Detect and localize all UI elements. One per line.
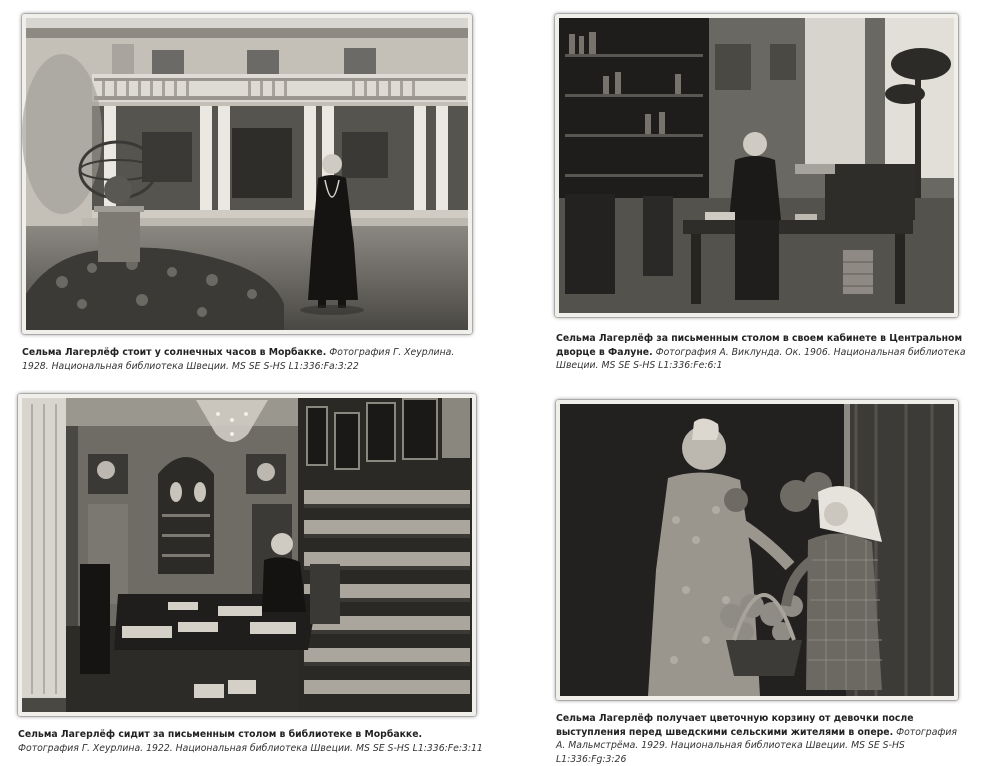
photo-frame-3 — [18, 394, 476, 716]
caption-photo-4 — [556, 712, 968, 766]
caption-source: Фотография А. Виклунда. Ок. 1906. Национальная библиотека Швеции. MS SE S-HS L1:336:Fe:6:1 — [556, 346, 966, 371]
photo-library-marbacka — [18, 394, 476, 716]
caption-source: Фотография А. Мальмстрёма. 1929. Национальная библиотека Швеции. MS SE S-HS L1:336:Fg:3:26 — [556, 726, 957, 765]
caption-photo-2 — [556, 332, 968, 373]
caption-lead: Сельма Лагерлёф за письменным столом в своем кабинете в Центральном дворце в Фалуне. — [556, 333, 963, 358]
photo-flower-basket — [556, 400, 958, 700]
photo-frame-2 — [555, 14, 958, 317]
caption-source: Фотография Г. Хеурлина. 1928. Национальная библиотека Швеции. MS SE S-HS L1:336:Fa:3:22 — [22, 347, 455, 372]
caption-lead: Сельма Лагерлёф стоит у солнечных часов в Морбакке. — [22, 347, 327, 358]
caption-lead: Сельма Лагерлёф получает цветочную корзину от девочки после выступления перед шведскими сельскими жителями в опере. — [556, 713, 914, 738]
caption-photo-1 — [22, 346, 482, 373]
photo-study-falun — [555, 14, 958, 317]
photo-frame-4 — [556, 400, 958, 700]
caption-lead: Сельма Лагерлёф сидит за письменным столом в библиотеке в Морбакке. — [18, 729, 423, 740]
caption-source: Фотография Г. Хеурлина. 1922. Национальная библиотека Швеции. MS SE S-HS L1:336:Fe:3:11 — [18, 742, 483, 754]
photo-house-sundial — [22, 14, 472, 334]
photo-frame-1 — [22, 14, 472, 334]
caption-photo-3 — [18, 728, 484, 755]
